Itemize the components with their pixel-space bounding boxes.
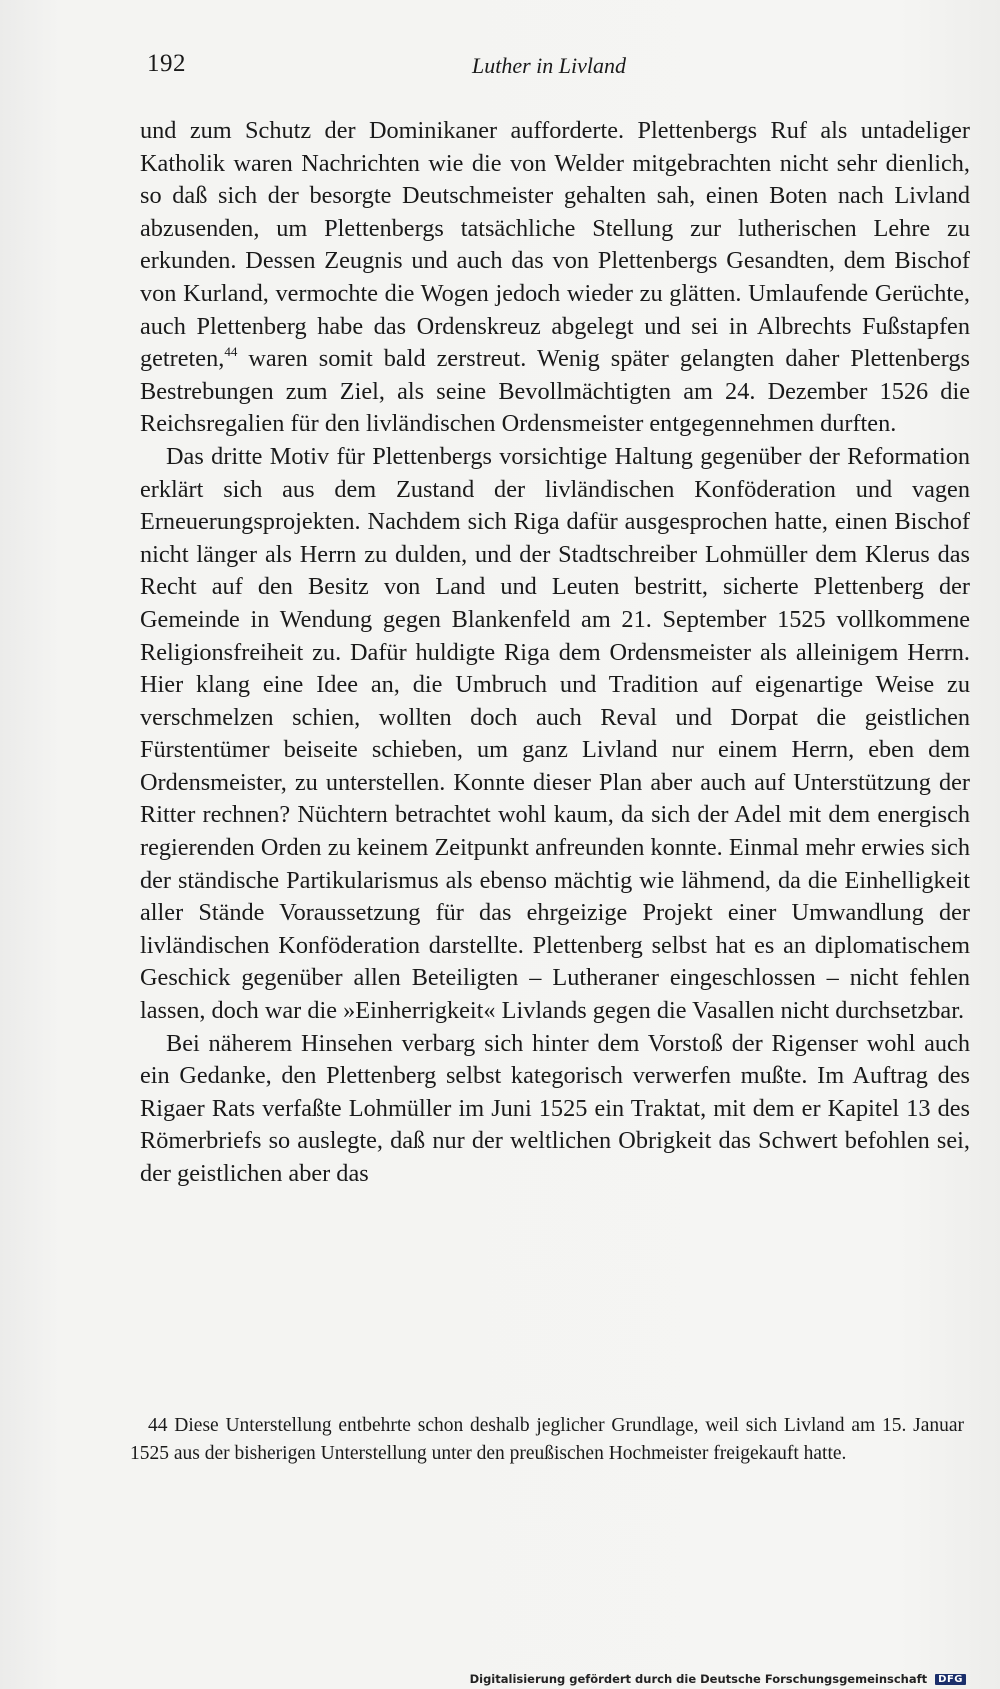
dfg-logo: DFG <box>935 1674 966 1685</box>
paragraph-1-part-a: und zum Schutz der Dominikaner aufforderte. Plettenbergs Ruf als untadeliger Katholik waren Nachrichten wie die von Welder mitgebrachten nicht sehr dienlich, so daß sich der besorgte Deutschmeister gehalten sah, einen Boten nach Livland abzusenden, um Plettenbergs tatsächliche Stellung zur lutherischen Lehre zu erkunden. Dessen Zeugnis und auch das von Plettenbergs Gesandten, dem Bischof von Kurland, vermochte die Wogen jedoch wieder zu glätten. Umlaufende Gerüchte, auch Plettenberg habe das Ordenskreuz abgelegt und sei in Albrechts Fußstapfen getreten, <box>140 117 970 373</box>
footnote-44: 44 Diese Unterstellung entbehrte schon deshalb jeglicher Grundlage, weil sich Livland am 15. Januar 1525 aus der bisherigen Unterstellung unter den preußischen Hochmeister freigekauft hatte. <box>130 1415 964 1464</box>
footnotes <box>130 1412 964 1467</box>
paragraph-1-part-b: waren somit bald zerstreut. Wenig später gelangten daher Plettenbergs Bestrebungen zum Ziel, als seine Bevollmächtigten am 24. Dezember 1526 die Reichsregalien für den livländischen Ordensmeister entgegennehmen durften. <box>140 345 970 438</box>
page-header <box>147 50 967 86</box>
digitization-credit <box>470 1672 966 1686</box>
running-title: Luther in Livland <box>472 53 627 78</box>
paragraph-1 <box>140 115 970 441</box>
page-number: 192 <box>147 50 186 77</box>
paragraph-3: Bei näherem Hinsehen verbarg sich hinter dem Vorstoß der Rigenser wohl auch ein Gedanke, den Plettenberg selbst kategorisch verwerfen mußte. Im Auftrag des Rigaer Rats verfaßte Lohmüller im Juni 1525 ein Traktat, mit dem er Kapitel 13 des Römerbriefs so auslegte, daß nur der weltlichen Obrigkeit das Schwert befohlen sei, der geistlichen aber das <box>140 1029 970 1187</box>
body-text <box>140 115 970 1191</box>
paragraph-2: Das dritte Motiv für Plettenbergs vorsichtige Haltung gegenüber der Reformation erklärt sich aus dem Zustand der livländischen Konföderation und vagen Erneuerungsprojekten. Nachdem sich Riga dafür ausgesprochen hatte, einen Bischof nicht länger als Herrn zu dulden, und der Stadtschreiber Lohmüller dem Klerus das Recht auf den Besitz von Land und Leuten bestritt, sicherte Plettenberg der Gemeinde in Wendung gegen Blankenfeld am 21. September 1525 vollkommene Religionsfreiheit zu. Dafür huldigte Riga dem Ordensmeister als alleinigem Herrn. Hier klang eine Idee an, die Umbruch und Tradition auf eigenartige Weise zu verschmelzen schien, wollten doch auch Reval und Dorpat die geistlichen Fürstentümer beiseite schieben, um ganz Livland nur einem Herrn, eben dem Ordensmeister, zu unterstellen. Konnte dieser Plan aber auch auf Unterstützung der Ritter rechnen? Nüchtern betrachtet wohl kaum, da sich der Adel mit dem energisch regierenden Orden zu keinem Zeitpunkt anfreunden konnte. Einmal mehr erwies sich der ständische Partikularismus als ebenso mächtig wie lähmend, da die Einhelligkeit aller Stände Voraussetzung für das ehrgeizige Projekt einer Umwandlung der livländischen Konföderation darstellte. Plettenberg selbst hat es an diplomatischem Geschick gegenüber allen Beteiligten – Lutheraner eingeschlossen – nicht fehlen lassen, doch war die »Einherrigkeit« Livlands gegen die Vasallen nicht durchsetzbar. <box>140 442 970 1025</box>
footnote-reference[interactable]: 44 <box>224 344 238 360</box>
credit-text: Digitalisierung gefördert durch die Deutsche Forschungsgemeinschaft <box>469 1672 928 1686</box>
